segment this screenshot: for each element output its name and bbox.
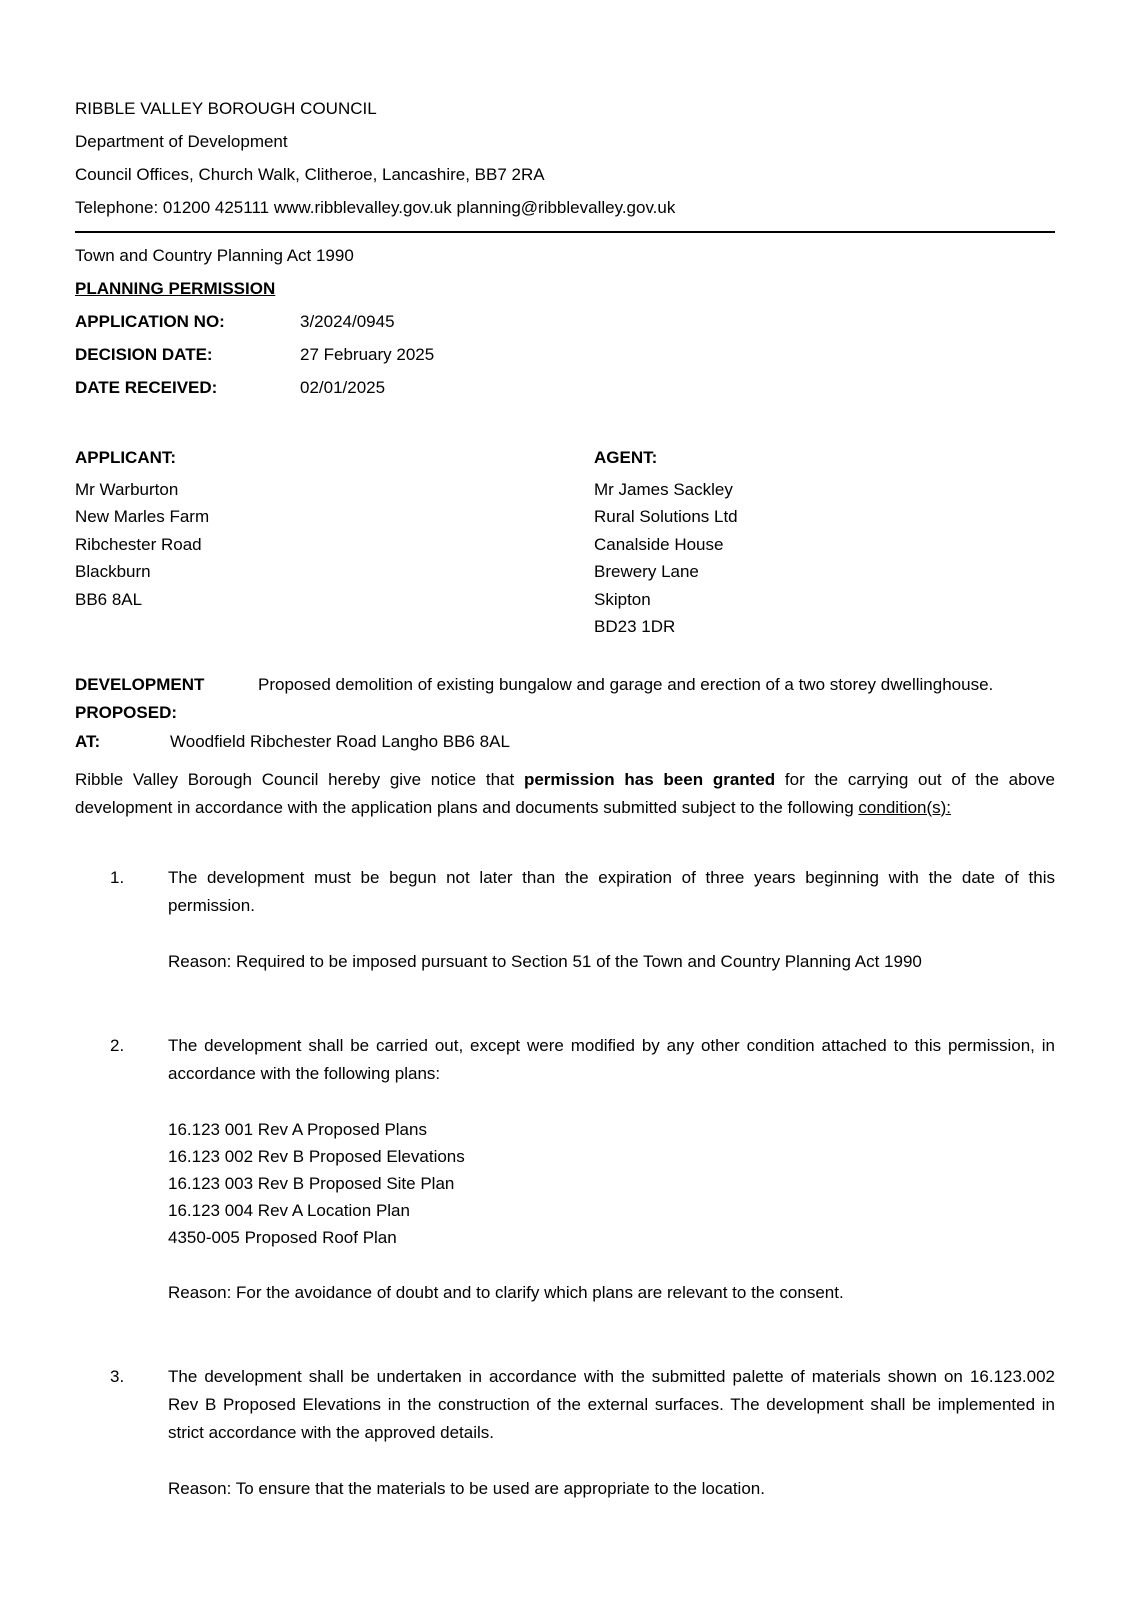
document-title: PLANNING PERMISSION bbox=[75, 279, 276, 298]
condition-number: 2. bbox=[110, 1035, 125, 1055]
applicant-line: New Marles Farm bbox=[75, 507, 210, 526]
agent-block bbox=[594, 444, 1055, 641]
council-name: RIBBLE VALLEY BOROUGH COUNCIL bbox=[75, 99, 377, 118]
plan-line: 16.123 003 Rev B Proposed Site Plan bbox=[168, 1173, 455, 1193]
application-no-value: 3/2024/0945 bbox=[300, 312, 395, 331]
notice-paragraph bbox=[75, 766, 1055, 822]
applicant-block bbox=[75, 444, 594, 641]
notice-post-text: for the carrying out of the above development in accordance with the application plans and documents submitted subject to the following bbox=[75, 769, 1055, 817]
condition-item-2 bbox=[110, 1032, 1055, 1307]
conditions-underlined-text: condition(s): bbox=[858, 797, 952, 817]
letterhead bbox=[75, 92, 1055, 224]
condition-text: The development must be begun not later than the expiration of three years beginning with the date of this permission. bbox=[168, 867, 1055, 915]
decision-date-value: 27 February 2025 bbox=[300, 345, 435, 364]
agent-label: AGENT: bbox=[594, 448, 658, 467]
applicant-line: Mr Warburton bbox=[75, 479, 179, 499]
development-proposed-row bbox=[75, 671, 1055, 727]
condition-body bbox=[168, 1363, 1055, 1503]
applicant-label: APPLICANT: bbox=[75, 448, 177, 467]
agent-line: Brewery Lane bbox=[594, 562, 699, 581]
development-proposed-text: Proposed demolition of existing bungalow and garage and erection of a two storey dwellinghouse. bbox=[258, 674, 994, 694]
condition-number: 1. bbox=[110, 867, 125, 887]
application-meta bbox=[75, 305, 1055, 404]
site-address-row bbox=[75, 728, 1055, 756]
condition-number: 3. bbox=[110, 1366, 125, 1386]
condition-text: The development shall be carried out, except were modified by any other condition attached to this permission, in accordance with the following plans: bbox=[168, 1035, 1055, 1083]
site-address-value: Woodfield Ribchester Road Langho BB6 8AL bbox=[170, 731, 510, 751]
act-title: Town and Country Planning Act 1990 bbox=[75, 246, 354, 265]
plan-line: 16.123 002 Rev B Proposed Elevations bbox=[168, 1146, 465, 1166]
council-address: Council Offices, Church Walk, Clitheroe, Lancashire, BB7 2RA bbox=[75, 165, 545, 184]
date-received-value: 02/01/2025 bbox=[300, 378, 386, 397]
plan-line: 16.123 001 Rev A Proposed Plans bbox=[168, 1119, 427, 1139]
date-received-label: DATE RECEIVED: bbox=[75, 378, 218, 397]
conditions-list bbox=[75, 864, 1055, 1503]
condition-body bbox=[168, 1032, 1055, 1307]
condition-reason: Reason: To ensure that the materials to be used are appropriate to the location. bbox=[168, 1478, 765, 1498]
notice-pre-text: Ribble Valley Borough Council hereby give notice that bbox=[75, 769, 524, 789]
date-received-row bbox=[75, 371, 1055, 404]
plan-line: 4350-005 Proposed Roof Plan bbox=[168, 1227, 397, 1247]
at-label: AT: bbox=[75, 731, 101, 751]
condition-text: The development shall be undertaken in accordance with the submitted palette of materials shown on 16.123.002 Rev B Proposed Elevations in the construction of the external surfaces. The development shall be implemented in strict accordance with the approved details. bbox=[168, 1366, 1055, 1442]
department-name: Department of Development bbox=[75, 132, 288, 151]
plan-line: 16.123 004 Rev A Location Plan bbox=[168, 1200, 410, 1220]
agent-line: BD23 1DR bbox=[594, 617, 676, 636]
agent-line: Skipton bbox=[594, 589, 651, 609]
application-no-label: APPLICATION NO: bbox=[75, 312, 225, 331]
agent-line: Mr James Sackley bbox=[594, 479, 733, 499]
parties-section bbox=[75, 444, 1055, 641]
permission-granted-bold: permission has been granted bbox=[523, 769, 776, 789]
condition-reason: Reason: Required to be imposed pursuant to Section 51 of the Town and Country Planning Act 1990 bbox=[168, 951, 922, 971]
condition-body bbox=[168, 864, 1055, 976]
header-divider bbox=[75, 231, 1055, 233]
development-proposed-label: DEVELOPMENT PROPOSED: bbox=[75, 674, 205, 722]
agent-line: Canalside House bbox=[594, 534, 724, 554]
decision-date-row bbox=[75, 338, 1055, 371]
decision-date-label: DECISION DATE: bbox=[75, 345, 213, 364]
condition-reason: Reason: For the avoidance of doubt and to clarify which plans are relevant to the consent. bbox=[168, 1282, 844, 1302]
contact-line: Telephone: 01200 425111 www.ribblevalley.gov.uk planning@ribblevalley.gov.uk bbox=[75, 198, 676, 217]
applicant-line: Blackburn bbox=[75, 562, 151, 581]
application-no-row bbox=[75, 305, 1055, 338]
approved-plans-list bbox=[168, 1116, 1055, 1251]
applicant-line: Ribchester Road bbox=[75, 534, 202, 554]
condition-item-1 bbox=[110, 864, 1055, 976]
agent-line: Rural Solutions Ltd bbox=[594, 507, 738, 526]
applicant-line: BB6 8AL bbox=[75, 589, 143, 609]
condition-item-3 bbox=[110, 1363, 1055, 1503]
